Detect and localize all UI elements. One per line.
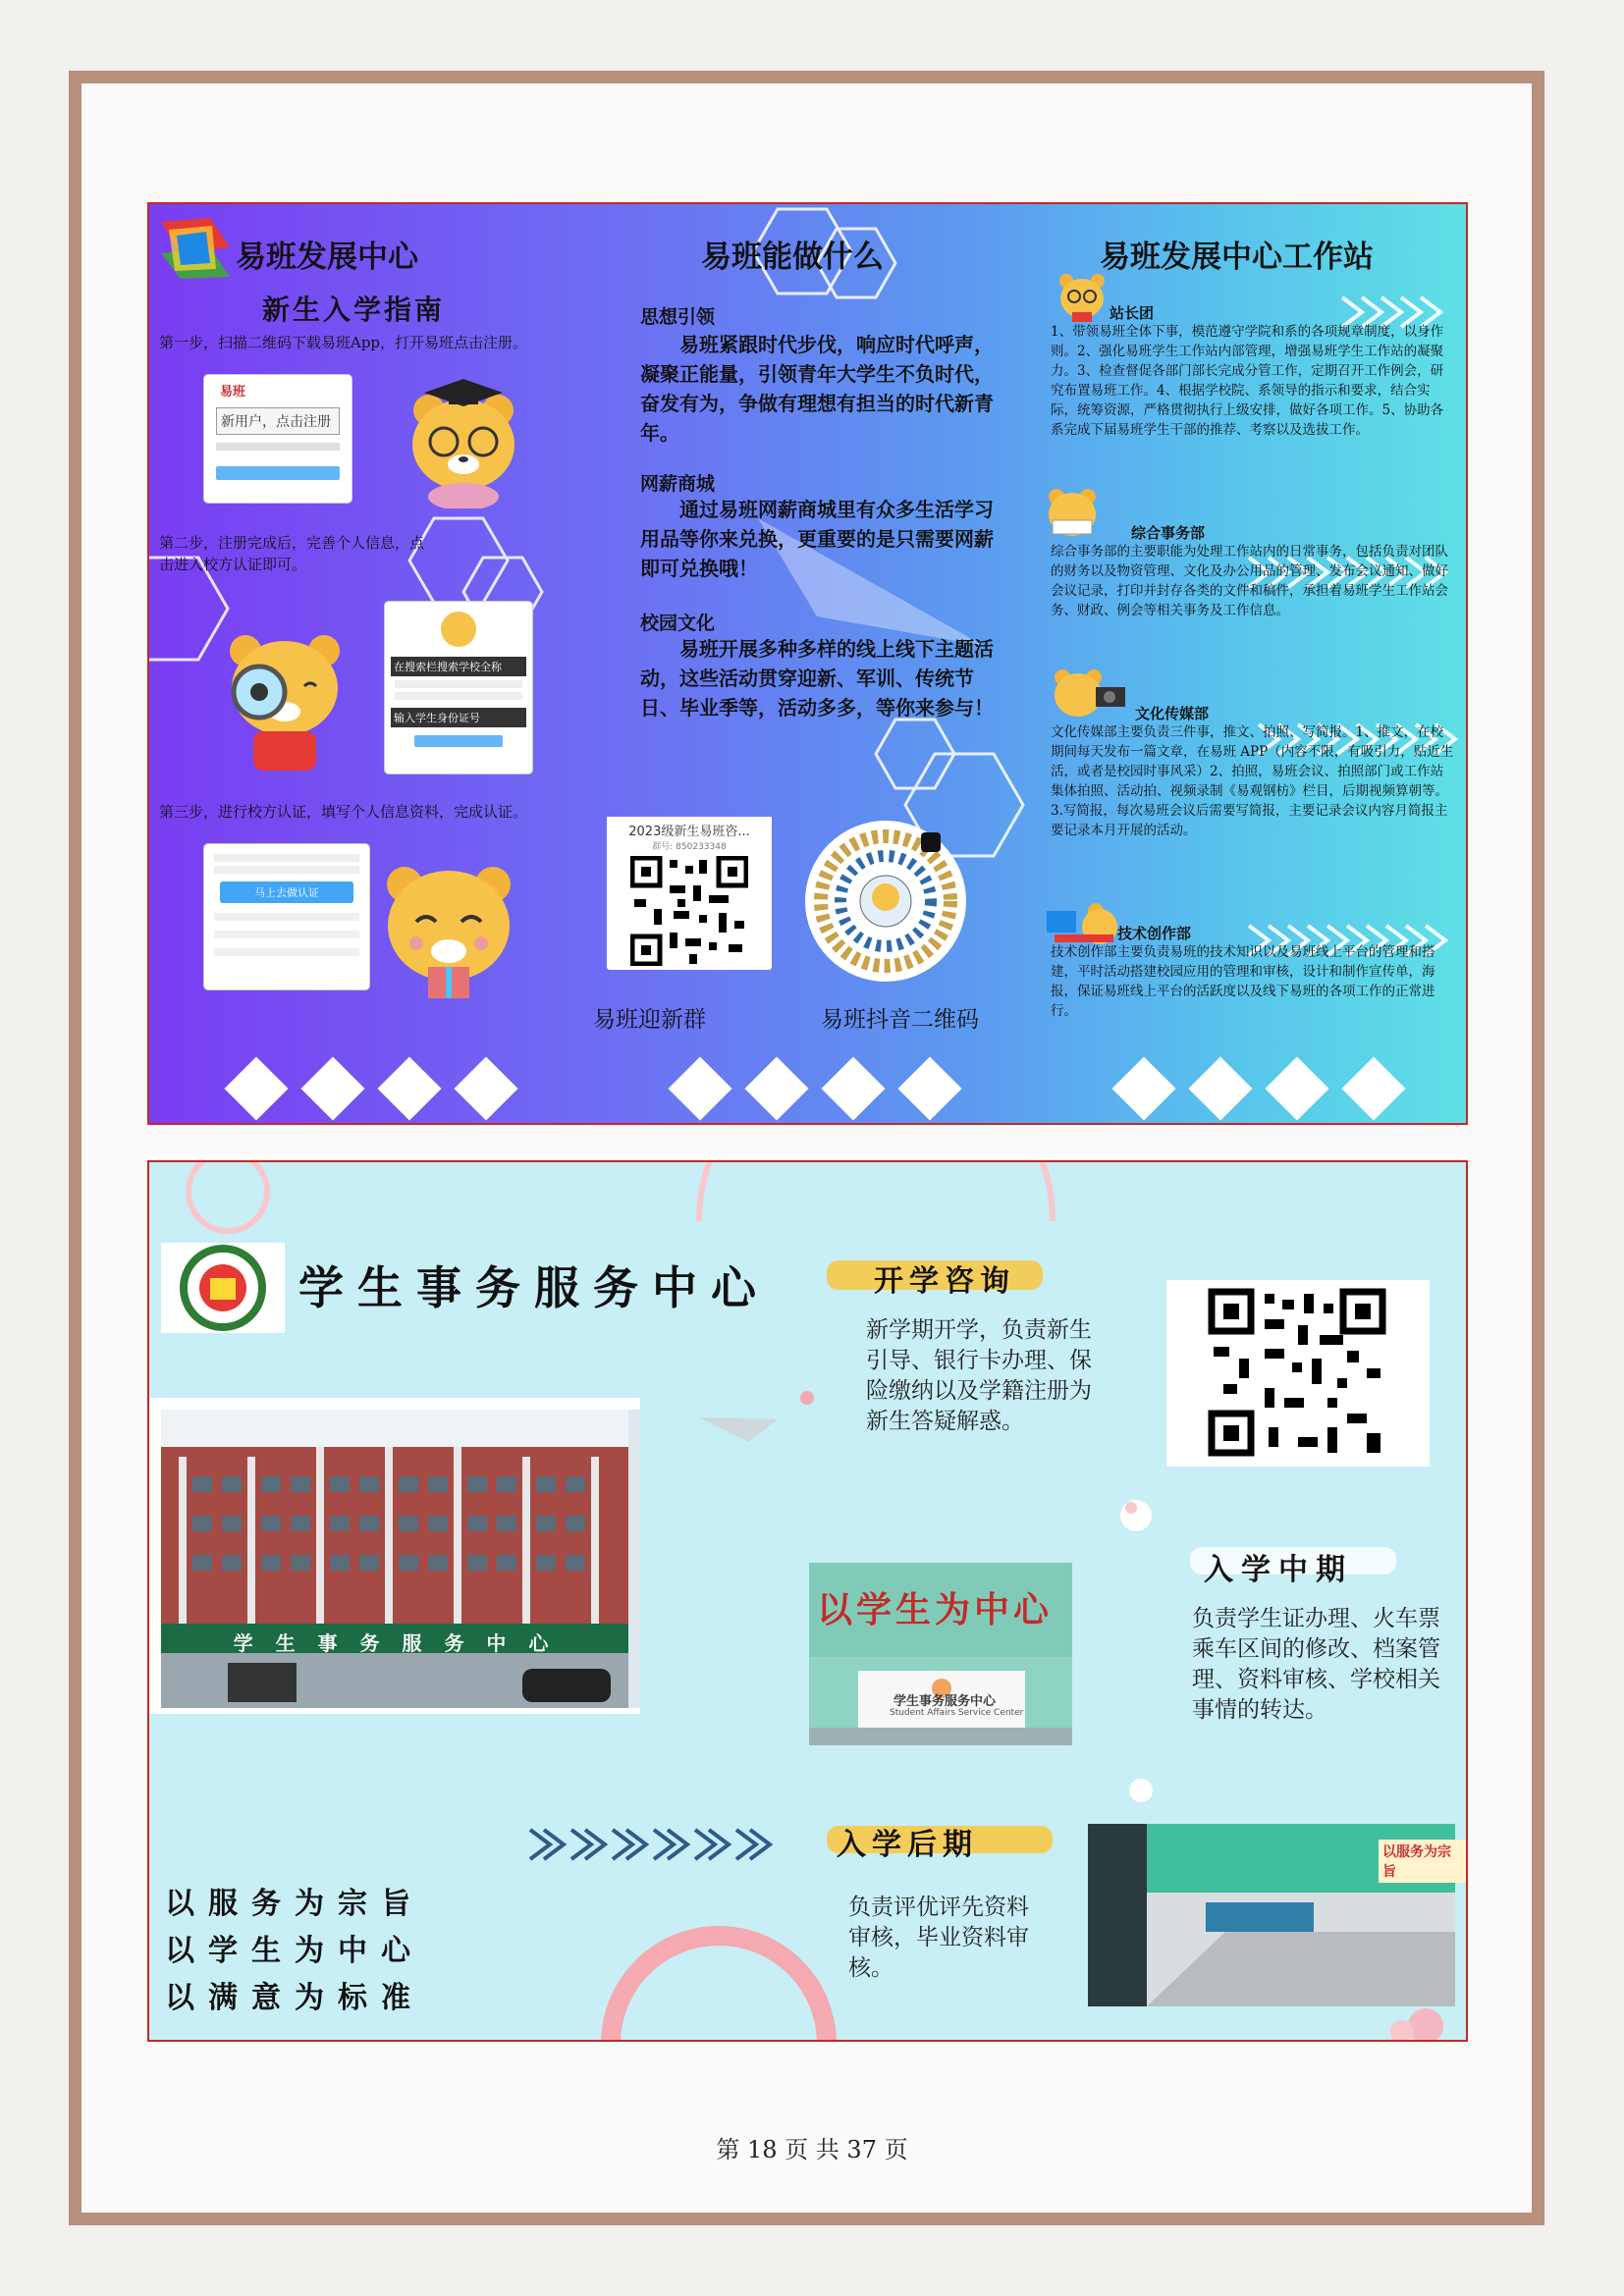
tech-creation-body: 技术创作部主要负责易班的技术知识以及易班线上平台的管理和搭建，平时活动搭建校园应用的管理和审核，设计和制作宣传单，海报，保证易班线上平台的活跃度以及线下易班的各项工作的正常进行。 [1051, 944, 1435, 1019]
yiban-logo-icon [161, 218, 230, 279]
yiban-brand-label: 易班 [220, 385, 246, 400]
motto-service: 以服务为宗旨 [165, 1887, 424, 1921]
step1-text: 第一步，扫描二维码下载易班App，打开易班点击注册。 [159, 334, 528, 351]
graduate-bear-icon [400, 371, 527, 508]
yiban-poster [147, 202, 1468, 1125]
school-logo-icon [161, 1243, 285, 1333]
id-number-hint: 输入学生身份证号 [391, 708, 526, 727]
late-term-body: 负责评优评先资料审核，毕业资料审核。 [848, 1895, 1029, 1981]
bear-camera-icon [1051, 666, 1127, 721]
school-search-hint: 在搜索栏搜索学校全称 [391, 657, 526, 676]
service-qr-code [1166, 1280, 1430, 1467]
register-screenshot [204, 375, 352, 503]
service-center-building-photo [149, 1398, 640, 1714]
douyin-qr-code [803, 819, 968, 984]
enrollment-consult-heading: 开学咨询 [874, 1264, 1015, 1299]
culture-media-heading: 文化传媒部 [1135, 705, 1210, 722]
group-number: 群号: 850233348 [652, 842, 727, 852]
mid-term-body: 负责学生证办理、火车票乘车区间的修改、档案管理、资料审核、学校相关事情的转达。 [1192, 1606, 1440, 1723]
general-affairs-body: 综合事务部的主要职能为处理工作站内的日常事务，包括负责对团队的财务以及物资管理、文化及办公用品的管理、发布会议通知、做好会议记录，打印并封存各类的文件和稿件，承担着易班学生工作站会务、财政、例会等相关事务及工作信息。 [1051, 544, 1448, 618]
station-head-team-body: 1、带领易班全体下事，模范遵守学院和系的各项规章制度，以身作则。2、强化易班学生工作站内部管理，增强易班学生工作站的凝聚力。3、检查督促各部门部长完成分管工作，定期召开工作例会，研究布置易班工作。4、根据学校院、系领导的指示和要求，结合实际，统筹资源，严格贯彻执行上级安排，做好各项工作。5、协助各系完成下届易班学生干部的推荐、考察以及选拔工作。 [1051, 324, 1444, 438]
office-desk-sign: 学生事务服务中心 [893, 1694, 997, 1709]
yiban-center-title: 易班发展中心 [236, 240, 418, 275]
register-field: 新用户，点击注册 [216, 407, 340, 435]
welcome-group-caption: 易班迎新群 [593, 1007, 706, 1033]
campus-culture-body: 易班开展多种多样的线上线下主题活动，这些活动贯穿迎新、军训、传统节日、毕业季等，活动多多，等你来参与！ [640, 637, 994, 720]
group-name: 2023级新生易班咨... [607, 817, 772, 839]
student-centered-slogan: 以学生为中心 [817, 1590, 1054, 1630]
wangxin-mall-heading: 网薪商城 [640, 473, 716, 495]
certification-screenshot [385, 602, 532, 774]
mid-term-heading: 入学中期 [1204, 1553, 1353, 1587]
thought-guidance-body: 易班紧跟时代步伐，响应时代呼声，凝聚正能量，引领青年大学生不负时代，奋发有为，争做有理想有担当的时代新青年。 [640, 333, 994, 445]
yiban-group-qr-card [607, 817, 772, 970]
bear-with-glasses-icon [1056, 269, 1108, 322]
freshman-guide-title: 新生入学指南 [262, 294, 446, 326]
station-head-team-heading: 站长团 [1110, 304, 1155, 322]
gift-bear-icon [377, 857, 524, 1004]
step2-text: 第二步，注册完成后，完善个人信息，点击进入校方认证即可。 [159, 534, 425, 573]
office-desk-sign-en: Student Affairs Service Center [890, 1708, 1024, 1718]
student-affairs-poster [147, 1160, 1468, 2042]
workstation-title: 易班发展中心工作站 [1100, 240, 1374, 275]
bear-computer-icon [1045, 891, 1119, 950]
motto-student: 以学生为中心 [165, 1934, 424, 1968]
general-affairs-heading: 综合事务部 [1131, 524, 1206, 542]
magnifier-bear-icon [218, 621, 355, 778]
what-yiban-can-do-title: 易班能做什么 [701, 240, 884, 275]
hall-slogan-sign: 以服务为宗旨 [1379, 1840, 1466, 1883]
page-number: 第 18 页 共 37 页 [716, 2136, 908, 2163]
go-verify-button: 马上去做认证 [220, 881, 353, 903]
late-term-heading: 入学后期 [837, 1828, 978, 1862]
campus-culture-heading: 校园文化 [640, 613, 716, 634]
enrollment-consult-body: 新学期开学，负责新生引导、银行卡办理、保险缴纳以及学籍注册为新生答疑解惑。 [866, 1317, 1092, 1434]
student-affairs-title: 学生事务服务中心 [298, 1261, 770, 1314]
tech-creation-heading: 技术创作部 [1117, 925, 1192, 942]
building-sign-text: 学 生 事 务 服 务 中 心 [233, 1631, 557, 1655]
wangxin-mall-body: 通过易班网薪商城里有众多生活学习用品等你来兑换，更重要的是只需要网薪即可兑换哦！ [640, 498, 994, 580]
bear-reading-icon [1045, 485, 1100, 540]
douyin-qr-caption: 易班抖音二维码 [821, 1007, 979, 1033]
step3-text: 第三步，进行校方认证，填写个人信息资料，完成认证。 [159, 803, 528, 821]
motto-satisfaction: 以满意为标准 [165, 1981, 424, 2015]
group-qr-code [630, 856, 748, 966]
thought-guidance-heading: 思想引领 [640, 306, 716, 328]
culture-media-body: 文化传媒部主要负责三件事，推文、拍照、写简报。1、推文，在校期间每天发布一篇文章，在易班 APP（内容不限，有吸引力，贴近生活，或者是校园时事风采）2、拍照，易班会议、拍照部门或工作站集体拍照、活动拍、视频录制《易观钢枋》栏目，后期视频算朝等。3.写简报，每次易班会议后需要写简报，主要记录会议内容月简报主要记录本月开展的活动。 [1051, 724, 1454, 838]
verify-screenshot [204, 844, 369, 989]
